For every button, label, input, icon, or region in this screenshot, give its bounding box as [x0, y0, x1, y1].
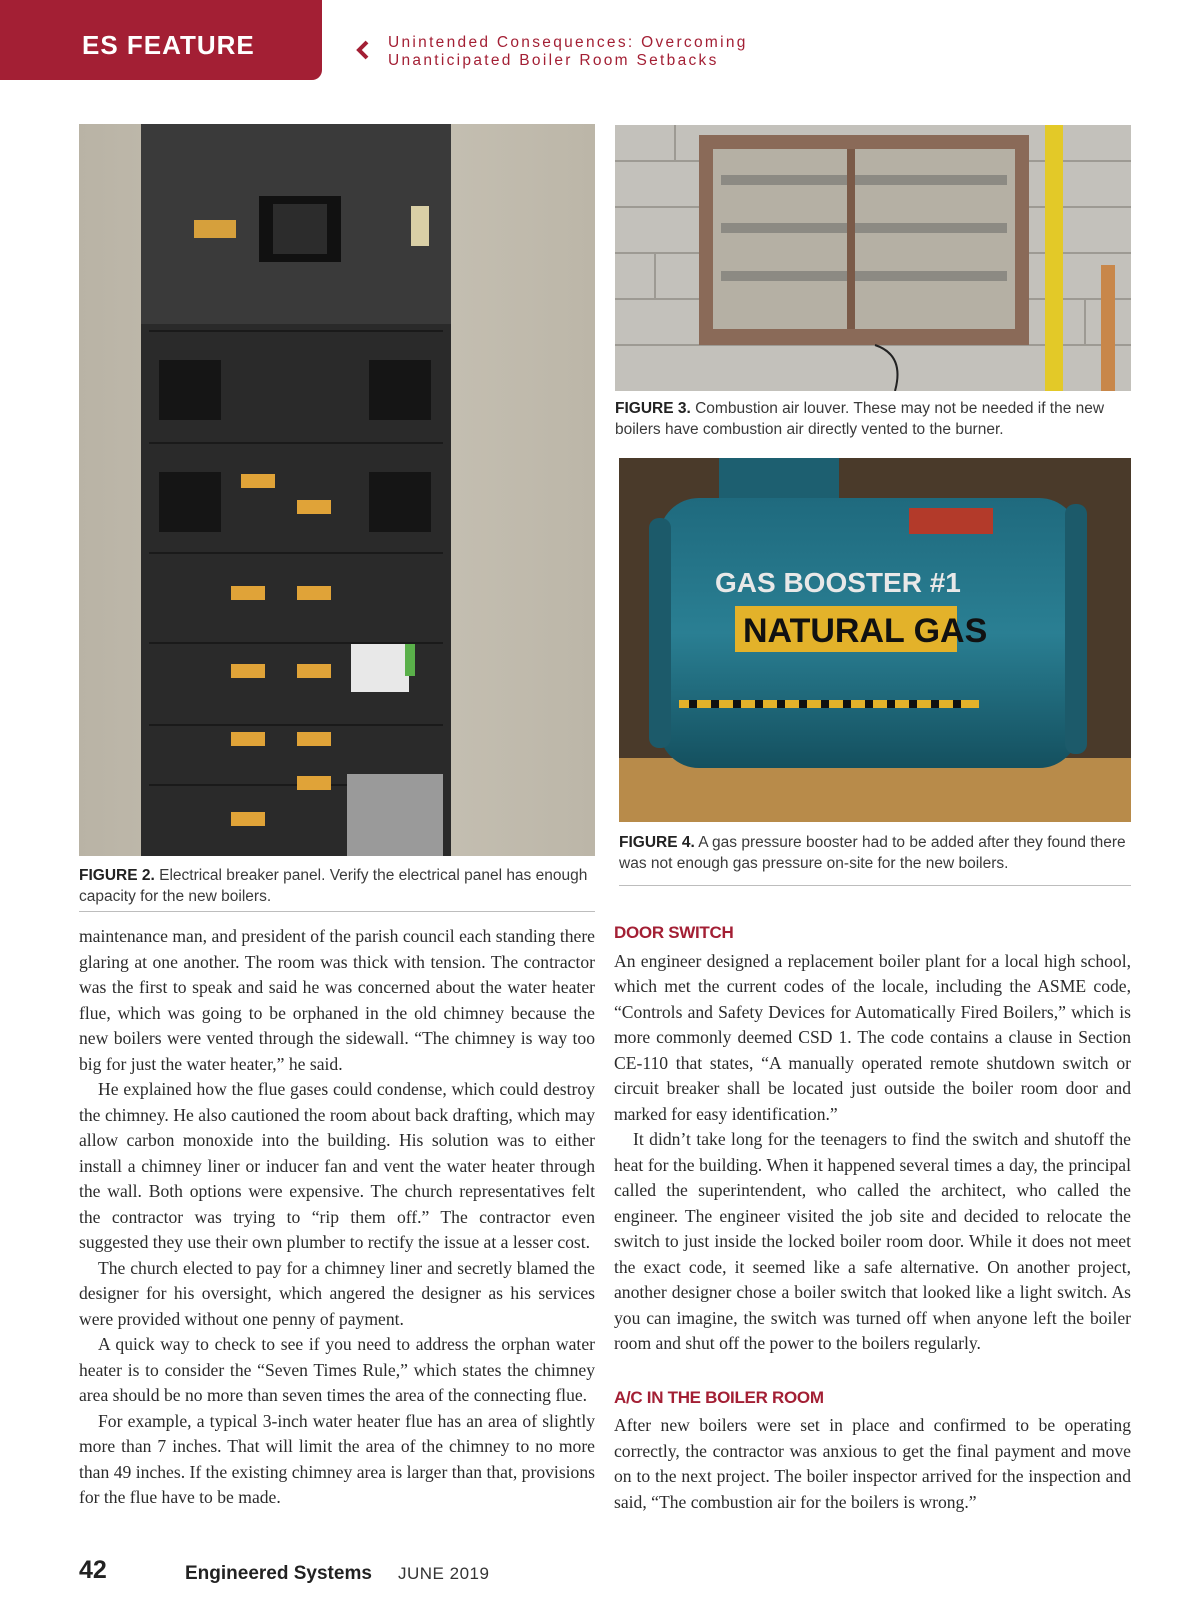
tank-label-top: GAS BOOSTER #1	[715, 567, 961, 598]
left-column	[79, 924, 595, 1511]
right-paragraph-1: An engineer designed a replacement boiler plant for a local high school, which met the current codes of the locale, including the ASME code, “Controls and Safety Devices for Automatically Fired Boilers,” which is more commonly deemed CSD 1. The code contains a clause in Section CE-110 that states, “A manually operated remote shutdown switch or circuit breaker shall be located just outside the boiler room door and marked for easy identification.”	[614, 950, 1131, 1124]
article-title-line-1: Unintended Consequences: Overcoming	[388, 34, 748, 51]
left-paragraph-3: The church elected to pay for a chimney liner and secretly blamed the designer for his oversight, which angered the designer as his services were provided without one penny of payment.	[79, 1257, 595, 1329]
section-tab-label: ES FEATURE	[82, 30, 255, 60]
figure-3-photo	[615, 125, 1131, 391]
gas-booster-image	[619, 458, 1131, 822]
section-heading-ac-boiler-room: A/C IN THE BOILER ROOM	[614, 1387, 824, 1407]
figure-2-caption-text: Electrical breaker panel. Verify the electrical panel has enough capacity for the new boilers.	[79, 867, 588, 905]
tank-label-bottom: NATURAL GAS	[743, 612, 988, 650]
figure-4-caption	[619, 832, 1131, 874]
combustion-louver-image	[615, 125, 1131, 391]
figure-4-divider	[619, 885, 1131, 886]
left-paragraph-4: A quick way to check to see if you need to address the orphan water heater is to consider the “Seven Times Rule,” which states the chimney area should be no more than seven times the area of the connecting flue.	[79, 1334, 595, 1405]
right-paragraph-2: It didn’t take long for the teenagers to find the switch and shutoff the heat for the building. When it happened several times a day, the principal called the superintendent, who called the architect, who called the engineer. The engineer visited the job site and decided to relocate the switch to just inside the locked boiler room door. While it does not meet the exact code, it seemed like a safe alternative. On another project, another designer chose a boiler switch that looked like a light switch. As you can imagine, the switch was turned off when anyone left the boiler room and shut off the power to the boilers regularly.	[614, 1129, 1131, 1353]
figure-2-photo	[79, 124, 595, 856]
breaker-panel-image	[79, 124, 595, 856]
figure-2-label: FIGURE 2.	[79, 867, 155, 884]
right-column	[614, 920, 1131, 1515]
chevron-left-icon[interactable]	[356, 40, 370, 60]
issue-date: JUNE 2019	[398, 1564, 490, 1583]
magazine-name: Engineered Systems	[185, 1563, 372, 1584]
left-paragraph-2: He explained how the flue gases could condense, which could destroy the chimney. He also cautioned the room about back drafting, which may allow carbon monoxide into the building. His solution was to either install a chimney liner or inducer fan and vent the water heater through the wall. Both options were expensive. The church representatives felt the contractor was trying to “rip them off.” The contractor even suggested they use their own plumber to rectify the issue at a lesser cost.	[79, 1079, 595, 1252]
figure-2-divider	[79, 911, 595, 912]
section-heading-door-switch: DOOR SWITCH	[614, 923, 734, 942]
figure-3-caption	[615, 398, 1131, 440]
right-paragraph-3: After new boilers were set in place and confirmed to be operating correctly, the contractor was anxious to get the final payment and move on to the next project. The boiler inspector arrived for the inspection and said, “The combustion air for the boilers is wrong.”	[614, 1415, 1131, 1512]
figure-4-label: FIGURE 4.	[619, 834, 695, 851]
figure-4-caption-text: A gas pressure booster had to be added after they found there was not enough gas pressure on-site for the new boilers.	[619, 834, 1126, 872]
left-paragraph-5: For example, a typical 3-inch water heater flue has an area of slightly more than 7 inches. That will limit the area of the chimney to no more than 49 inches. If the existing chimney area is larger than that, provisions for the flue have to be made.	[79, 1410, 595, 1507]
figure-4-photo	[619, 458, 1131, 822]
article-title[interactable]	[388, 34, 748, 70]
page-number: 42	[79, 1556, 107, 1584]
section-tab	[0, 0, 322, 80]
figure-3-label: FIGURE 3.	[615, 400, 691, 417]
figure-3-caption-text: Combustion air louver. These may not be needed if the new boilers have combustion air directly vented to the burner.	[615, 400, 1105, 438]
left-paragraph-1: maintenance man, and president of the parish council each standing there glaring at one another. The room was thick with tension. The contractor was the first to speak and said he was concerned about the water heater flue, which was going to be orphaned in the old chimney because the new boilers were vented through the sidewall. “The chimney is way too big for just the water heater,” he said.	[79, 926, 595, 1074]
figure-2-caption	[79, 865, 595, 907]
article-title-line-2: Unanticipated Boiler Room Setbacks	[388, 52, 719, 69]
